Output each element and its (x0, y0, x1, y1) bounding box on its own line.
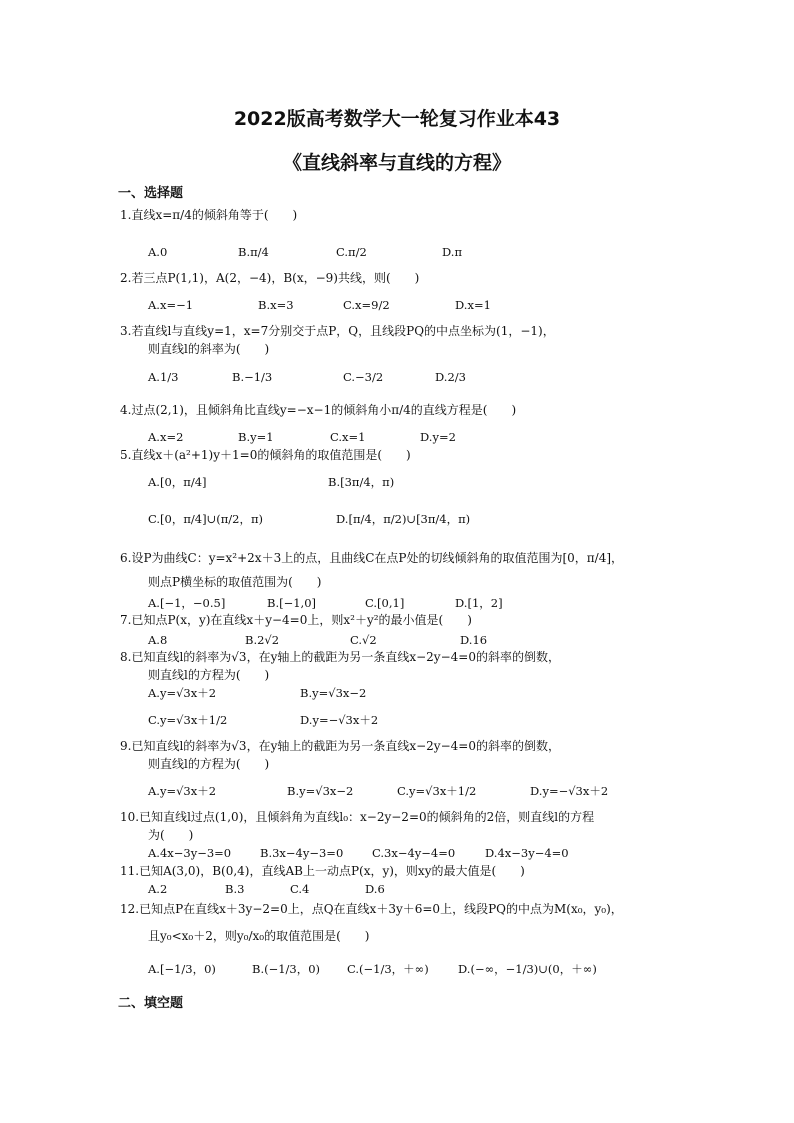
q9-opt-c: C.y=√3x＋1/2 (397, 784, 477, 798)
section-fill: 二、填空题 (118, 996, 184, 1011)
q7-opt-d: D.16 (460, 633, 488, 647)
q9-stem: 9.已知直线l的斜率为√3，在y轴上的截距为另一条直线x−2y−4=0的斜率的倒数， (120, 739, 560, 753)
q6-stem-2: 则点P横坐标的取值范围为( ) (148, 575, 322, 589)
q9-stem-2: 则直线l的方程为( ) (148, 757, 270, 771)
q3-stem: 3.若直线l与直线y=1，x=7分别交于点P，Q，且线段PQ的中点坐标为(1，−1)， (120, 324, 555, 338)
q4-opt-a: A.x=2 (148, 430, 184, 444)
q8-opt-b: B.y=√3x−2 (300, 686, 367, 700)
q10-opt-a: A.4x−3y−3=0 (148, 846, 232, 860)
q1-opt-a: A.0 (148, 245, 168, 259)
q8-opt-c: C.y=√3x＋1/2 (148, 713, 228, 727)
q1-stem: 1.直线x=π/4的倾斜角等于( ) (120, 208, 298, 222)
q4-opt-b: B.y=1 (238, 430, 274, 444)
q11-opt-c: C.4 (290, 882, 310, 896)
q3-opt-c: C.−3/2 (343, 370, 384, 384)
q1-opt-c: C.π/2 (336, 245, 367, 259)
q5-opt-a: A.[0，π/4] (148, 475, 207, 489)
q3-stem-2: 则直线l的斜率为( ) (148, 342, 270, 356)
q1-opt-b: B.π/4 (238, 245, 269, 259)
q12-opt-d: D.(−∞，−1/3)∪(0，＋∞) (458, 962, 597, 976)
q9-opt-a: A.y=√3x＋2 (148, 784, 217, 798)
q2-opt-b: B.x=3 (258, 298, 294, 312)
q10-stem: 10.已知直线l过点(1,0)，且倾斜角为直线l₀：x−2y−2=0的倾斜角的2倍，则直线l的方程 (120, 810, 595, 824)
q8-stem-2: 则直线l的方程为( ) (148, 668, 270, 682)
q2-opt-a: A.x=−1 (148, 298, 194, 312)
q5-opt-b: B.[3π/4，π) (328, 475, 395, 489)
q12-stem-2: 且y₀<x₀＋2，则y₀/x₀的取值范围是( ) (148, 929, 370, 943)
q3-opt-d: D.2/3 (435, 370, 466, 384)
q7-opt-b: B.2√2 (245, 633, 280, 647)
q12-opt-c: C.(−1/3，＋∞) (347, 962, 429, 976)
q4-opt-d: D.y=2 (420, 430, 456, 444)
q7-stem: 7.已知点P(x，y)在直线x＋y−4=0上，则x²＋y²的最小值是( ) (120, 613, 472, 627)
q6-opt-a: A.[−1，−0.5] (148, 596, 226, 610)
q7-opt-a: A.8 (148, 633, 168, 647)
q11-opt-b: B.3 (225, 882, 245, 896)
q8-opt-a: A.y=√3x＋2 (148, 686, 217, 700)
q8-opt-d: D.y=−√3x＋2 (300, 713, 379, 727)
q11-stem: 11.已知A(3,0)，B(0,4)，直线AB上一动点P(x，y)，则xy的最大值是( ) (120, 864, 525, 878)
q2-stem: 2.若三点P(1,1)，A(2，−4)，B(x，−9)共线，则( ) (120, 271, 420, 285)
q8-stem: 8.已知直线l的斜率为√3，在y轴上的截距为另一条直线x−2y−4=0的斜率的倒数， (120, 650, 560, 664)
q12-stem: 12.已知点P在直线x＋3y−2=0上，点Q在直线x＋3y＋6=0上，线段PQ的中点为M(x₀，y₀)， (120, 902, 623, 916)
q10-opt-b: B.3x−4y−3=0 (260, 846, 344, 860)
section-choice: 一、选择题 (118, 186, 184, 201)
q4-stem: 4.过点(2,1)，且倾斜角比直线y=−x−1的倾斜角小π/4的直线方程是( ) (120, 403, 517, 417)
q5-opt-d: D.[π/4，π/2)∪[3π/4，π) (336, 512, 471, 526)
q3-opt-a: A.1/3 (148, 370, 179, 384)
q6-opt-c: C.[0,1] (365, 596, 405, 610)
q12-opt-b: B.(−1/3，0) (252, 962, 321, 976)
q11-opt-a: A.2 (148, 882, 168, 896)
q2-opt-c: C.x=9/2 (343, 298, 390, 312)
q6-opt-d: D.[1，2] (455, 596, 503, 610)
q6-stem: 6.设P为曲线C：y=x²+2x＋3上的点，且曲线C在点P处的切线倾斜角的取值范围为[0，π/4]， (120, 551, 624, 565)
q12-opt-a: A.[−1/3，0) (148, 962, 216, 976)
q5-stem: 5.直线x＋(a²+1)y＋1=0的倾斜角的取值范围是( ) (120, 448, 411, 462)
q7-opt-c: C.√2 (350, 633, 377, 647)
q5-opt-c: C.[0，π/4]∪(π/2，π) (148, 512, 263, 526)
q11-opt-d: D.6 (365, 882, 385, 896)
doc-subtitle: 《直线斜率与直线的方程》 (282, 152, 511, 174)
q9-opt-d: D.y=−√3x＋2 (530, 784, 609, 798)
doc-title: 2022版高考数学大一轮复习作业本43 (233, 108, 561, 130)
q6-opt-b: B.[−1,0] (267, 596, 317, 610)
q10-opt-c: C.3x−4y−4=0 (372, 846, 456, 860)
q3-opt-b: B.−1/3 (232, 370, 273, 384)
q4-opt-c: C.x=1 (330, 430, 366, 444)
q2-opt-d: D.x=1 (455, 298, 491, 312)
q1-opt-d: D.π (442, 245, 463, 259)
q10-opt-d: D.4x−3y−4=0 (485, 846, 569, 860)
q10-stem-2: 为( ) (148, 828, 194, 842)
q9-opt-b: B.y=√3x−2 (287, 784, 354, 798)
